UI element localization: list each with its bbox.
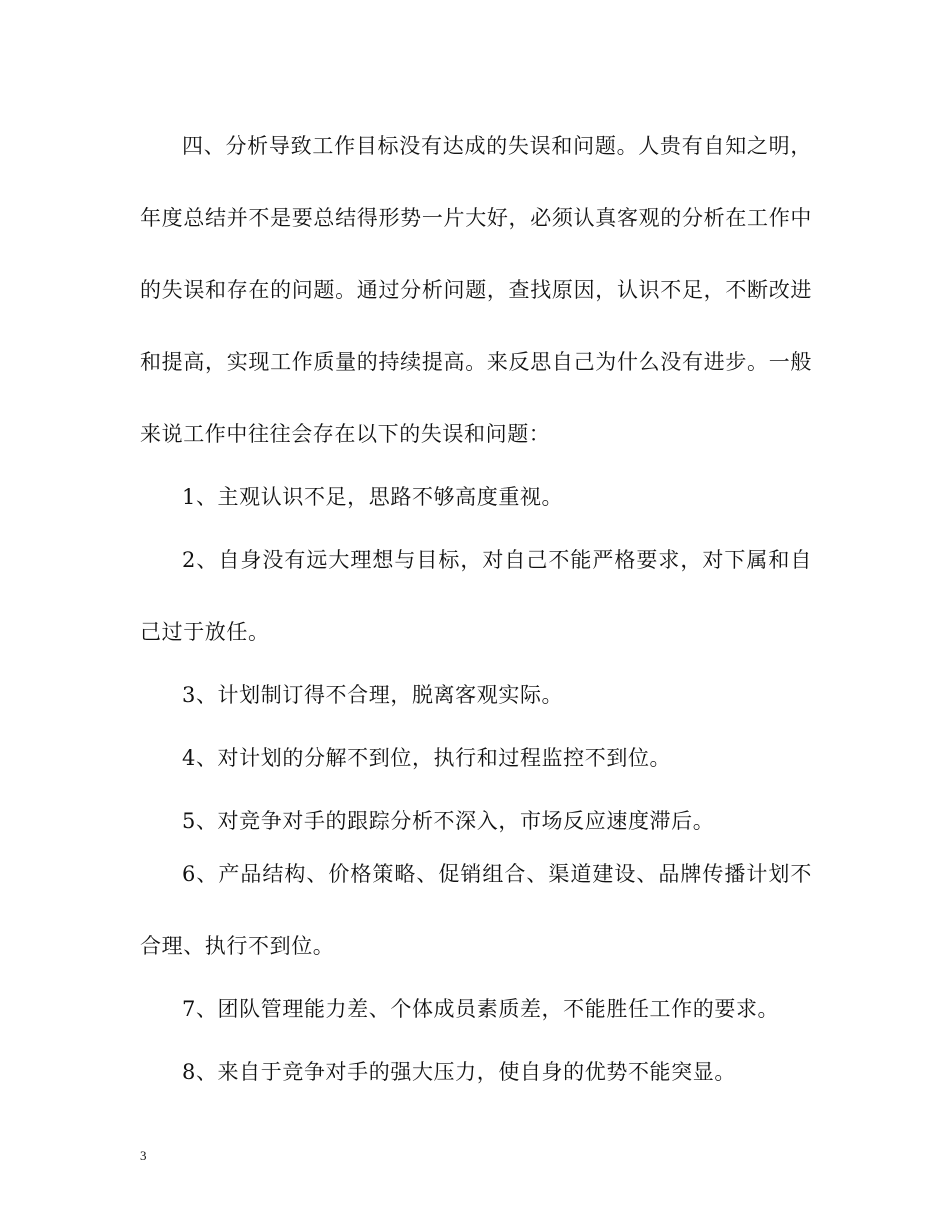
list-item: 5、对竞争对手的跟踪分析不深入，市场反应速度滞后。 <box>182 809 715 833</box>
paragraph-line: 四、分析导致工作目标没有达成的失误和问题。人贵有自知之明， <box>182 134 812 158</box>
paragraph-line: 来说工作中往往会存在以下的失误和问题： <box>140 422 551 446</box>
paragraph-line: 和提高，实现工作质量的持续提高。来反思自己为什么没有进步。一般 <box>140 350 812 374</box>
list-item: 4、对计划的分解不到位，执行和过程监控不到位。 <box>182 746 672 770</box>
list-item-continuation: 己过于放任。 <box>140 620 270 644</box>
list-item: 8、来自于竞争对手的强大压力，使自身的优势不能突显。 <box>182 1060 736 1084</box>
list-item: 3、计划制订得不合理，脱离客观实际。 <box>182 683 564 707</box>
paragraph-line: 年度总结并不是要总结得形势一片大好，必须认真客观的分析在工作中 <box>140 206 812 230</box>
list-item: 7、团队管理能力差、个体成员素质差，不能胜任工作的要求。 <box>182 997 780 1021</box>
list-item: 1、主观认识不足，思路不够高度重视。 <box>182 485 564 509</box>
paragraph-line: 的失误和存在的问题。通过分析问题，查找原因，认识不足，不断改进 <box>140 278 812 302</box>
page-number: 3 <box>140 1148 147 1163</box>
list-item: 6、产品结构、价格策略、促销组合、渠道建设、品牌传播计划不 <box>182 862 812 886</box>
list-item: 2、自身没有远大理想与目标，对自己不能严格要求，对下属和自 <box>182 548 812 572</box>
list-item-continuation: 合理、执行不到位。 <box>140 934 335 958</box>
